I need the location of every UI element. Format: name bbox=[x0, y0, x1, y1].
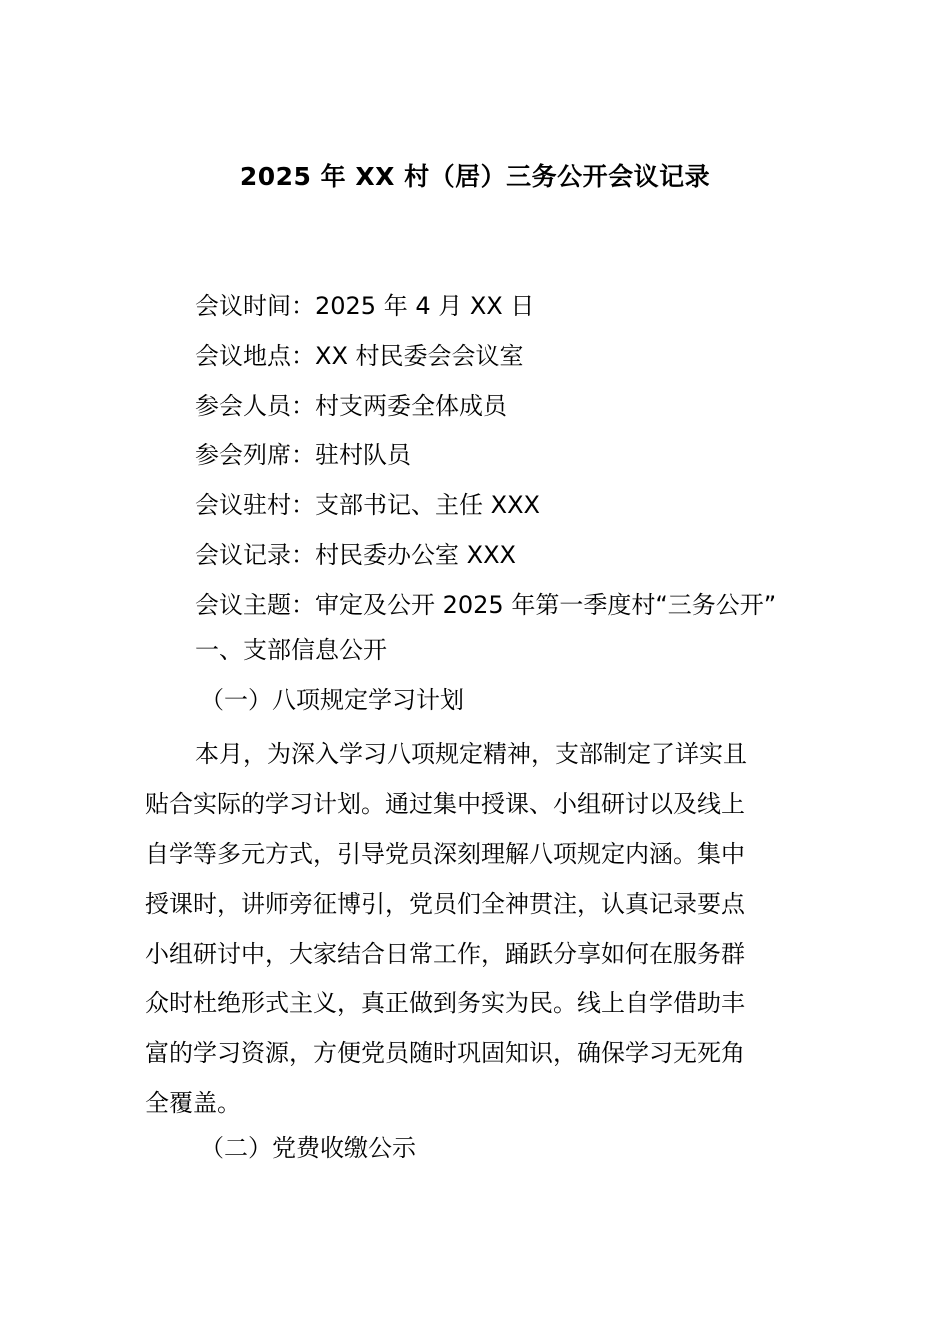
meeting-info-block bbox=[195, 282, 835, 631]
meeting-observers: 参会列席：驻村队员 bbox=[195, 441, 411, 470]
paragraph-line: 全覆盖。 bbox=[145, 1089, 241, 1118]
meeting-topic: 会议主题：审定及公开 2025 年第一季度村“三务公开” bbox=[195, 590, 777, 619]
section-heading-branch-info: 一、支部信息公开 bbox=[195, 636, 387, 664]
meeting-time: 会议时间：2025 年 4 月 XX 日 bbox=[195, 292, 535, 320]
paragraph-line: 自学等多元方式，引导党员深刻理解八项规定内涵。集中 bbox=[145, 839, 745, 868]
paragraph-line: 小组研讨中，大家结合日常工作，踊跃分享如何在服务群 bbox=[145, 939, 745, 968]
document-title: 2025 年 XX 村（居）三务公开会议记录 bbox=[239, 162, 711, 191]
meeting-recorder: 会议记录：村民委办公室 XXX bbox=[195, 540, 516, 569]
paragraph-line: 贴合实际的学习计划。通过集中授课、小组研讨以及线上 bbox=[145, 789, 745, 818]
meeting-location: 会议地点：XX 村民委会会议室 bbox=[195, 341, 524, 370]
meeting-host: 会议驻村：支部书记、主任 XXX bbox=[195, 491, 540, 520]
paragraph-line: 本月，为深入学习八项规定精神，支部制定了详实且 bbox=[195, 740, 747, 768]
paragraph-line: 富的学习资源，方便党员随时巩固知识，确保学习无死角 bbox=[145, 1039, 745, 1068]
subsection-heading-study-plan: （一）八项规定学习计划 bbox=[200, 686, 464, 714]
paragraph-line: 众时杜绝形式主义，真正做到务实为民。线上自学借助丰 bbox=[145, 989, 745, 1018]
study-plan-paragraph bbox=[145, 730, 815, 1129]
subsection-heading-party-dues: （二）党费收缴公示 bbox=[200, 1134, 416, 1162]
paragraph-line: 授课时，讲师旁征博引，党员们全神贯注，认真记录要点 bbox=[145, 889, 745, 918]
meeting-attendees: 参会人员：村支两委全体成员 bbox=[195, 391, 507, 420]
